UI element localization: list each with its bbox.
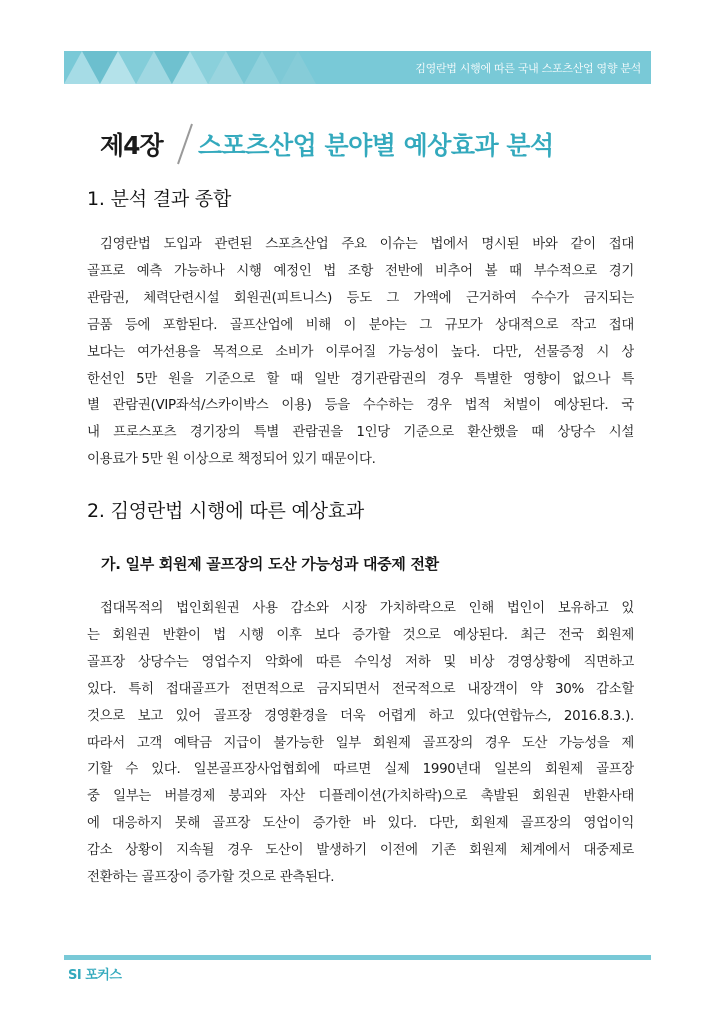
subsection-heading: 가. 일부 회원제 골프장의 도산 가능성과 대중제 전환 bbox=[101, 555, 439, 573]
chapter-number: 제4장 bbox=[100, 131, 163, 160]
section1-paragraph bbox=[87, 232, 634, 474]
section-heading: 1. 분석 결과 종합 bbox=[87, 188, 232, 210]
header-band bbox=[64, 51, 651, 84]
paragraph-line: 골프로 예측 가능하나 시행 예정인 법 조항 전반에 비추어 볼 때 부수적으로 경기 bbox=[87, 263, 634, 279]
paragraph-line: 관람권, 체력단련시설 회원권(피트니스) 등도 그 가액에 근거하여 수수가 금지되는 bbox=[87, 290, 634, 306]
paragraph-line: 이용료가 5만 원 이상으로 책정되어 있기 때문이다. bbox=[87, 452, 376, 468]
paragraph-line: 내 프로스포츠 경기장의 특별 관람권을 1인당 기준으로 환산했을 때 상당수 시설 bbox=[87, 425, 634, 441]
header-triangle-pattern bbox=[64, 51, 394, 84]
chapter-heading bbox=[88, 116, 648, 166]
paragraph-line: 따라서 고객 예탁금 지급이 불가능한 일부 회원제 골프장의 경우 도산 가능성을 제 bbox=[87, 735, 634, 751]
footer-publication: SI 포커스 bbox=[68, 968, 122, 983]
paragraph-line: 접대목적의 법인회원권 사용 감소와 시장 가치하락으로 인해 법인이 보유하고 있 bbox=[100, 601, 634, 616]
paragraph-line: 에 대응하지 못해 골프장 도산이 증가한 바 있다. 다만, 회원제 골프장의 영업이익 bbox=[87, 816, 634, 832]
paragraph-line: 감소 상황이 지속될 경우 도산이 발생하기 이전에 기존 회원제 체계에서 대중제로 bbox=[87, 843, 634, 859]
paragraph-line: 있다. 특히 접대골프가 전면적으로 금지되면서 전국적으로 내장객이 약 30% 감소할 bbox=[87, 681, 634, 697]
paragraph-line: 골프장 상당수는 영업수지 악화에 따른 수익성 저하 및 비상 경영상황에 직면하고 bbox=[87, 654, 634, 670]
paragraph-line: 전환하는 골프장이 증가할 것으로 관측된다. bbox=[87, 870, 335, 886]
paragraph-line: 기할 수 있다. 일본골프장사업협회에 따르면 실제 1990년대 일본의 회원제 골프장 bbox=[87, 762, 634, 778]
paragraph-line: 한선인 5만 원을 기준으로 할 때 일반 경기관람권의 경우 특별한 영향이 없으나 특 bbox=[87, 371, 634, 387]
section-heading: 2. 김영란법 시행에 따른 예상효과 bbox=[87, 500, 365, 522]
chapter-title: 스포츠산업 분야별 예상효과 분석 bbox=[198, 131, 554, 160]
running-title: 김영란법 시행에 따른 국내 스포츠산업 영향 분석 bbox=[415, 62, 641, 75]
paragraph-line: 금품 등에 포함된다. 골프산업에 비해 이 분야는 그 규모가 상대적으로 작고 접대 bbox=[87, 317, 634, 333]
paragraph-line: 는 회원권 반환이 법 시행 이후 보다 증가할 것으로 예상된다. 최근 전국 회원제 bbox=[87, 627, 634, 643]
paragraph-line: 보다는 여가선용을 목적으로 소비가 이루어질 가능성이 높다. 다만, 선물증정 시 상 bbox=[87, 344, 634, 360]
slash-divider-icon bbox=[174, 122, 196, 166]
paragraph-line: 김영란법 도입과 관련된 스포츠산업 주요 이슈는 법에서 명시된 바와 같이 접대 bbox=[100, 237, 634, 252]
paragraph-line: 것으로 보고 있어 골프장 경영환경을 더욱 어렵게 하고 있다(연합뉴스, 2016.8.3.). bbox=[87, 708, 634, 724]
footer-rule bbox=[64, 955, 651, 960]
paragraph-line: 중 일부는 버블경제 붕괴와 자산 디플레이션(가치하락)으로 촉발된 회원권 반환사태 bbox=[87, 789, 634, 805]
paragraph-line: 별 관람권(VIP좌석/스카이박스 이용) 등을 수수하는 경우 법적 처벌이 예상된다. 국 bbox=[87, 398, 634, 414]
section2-paragraph bbox=[87, 596, 634, 892]
